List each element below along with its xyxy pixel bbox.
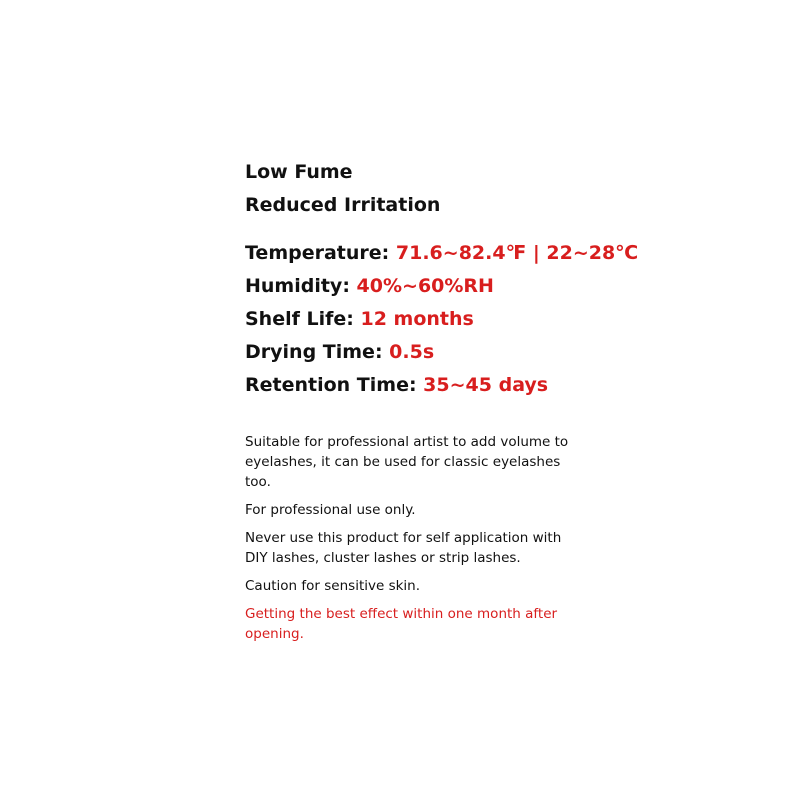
spec-label: Shelf Life: xyxy=(245,308,361,330)
spec-value: 0.5s xyxy=(389,341,435,363)
spec-label: Drying Time: xyxy=(245,341,390,363)
note-suitable: Suitable for professional artist to add volume to eyelashes, it can be used for classic eyelashes too. xyxy=(245,434,569,490)
spec-list xyxy=(245,237,765,402)
spec-drying-time xyxy=(245,336,765,369)
spec-humidity xyxy=(245,270,765,303)
product-info-panel xyxy=(245,156,765,652)
spec-label: Humidity: xyxy=(245,275,357,297)
note-best-effect: Getting the best effect within one month after opening. xyxy=(245,606,558,642)
spec-label: Temperature: xyxy=(245,242,396,264)
headline-reduced-irritation: Reduced Irritation xyxy=(245,194,441,216)
note-professional-use: For professional use only. xyxy=(245,502,416,518)
note-caution: Caution for sensitive skin. xyxy=(245,578,421,594)
headline-low-fume: Low Fume xyxy=(245,161,353,183)
spec-value: 35~45 days xyxy=(423,374,549,396)
spec-label: Retention Time: xyxy=(245,374,424,396)
spec-shelf-life xyxy=(245,303,765,336)
spec-retention-time xyxy=(245,369,765,402)
spec-value: 40%~60%RH xyxy=(356,275,494,297)
spec-value: 71.6~82.4℉ | 22~28℃ xyxy=(395,242,639,264)
spec-value: 12 months xyxy=(360,308,474,330)
notes-section xyxy=(245,432,585,644)
note-never-use: Never use this product for self application with DIY lashes, cluster lashes or strip lashes. xyxy=(245,530,562,566)
spec-temperature xyxy=(245,237,765,270)
